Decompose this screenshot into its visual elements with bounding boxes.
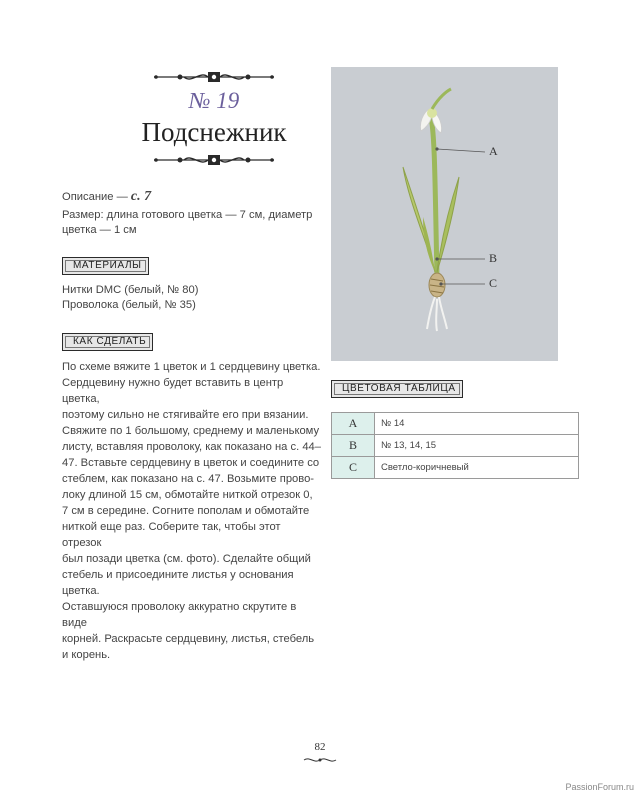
color-key: B xyxy=(332,435,375,457)
howto-line: локу длиной 15 см, обмотайте ниткой отрезок 0, xyxy=(62,489,313,501)
material-item: Проволока (белый, № 35) xyxy=(62,299,196,311)
howto-line: По схеме вяжите 1 цветок и 1 сердцевину цветка. xyxy=(62,361,321,373)
materials-tag: МАТЕРИАЛЫ xyxy=(62,257,149,275)
howto-line: ниткой еще раз. Соберите так, чтобы этот отрезок xyxy=(62,521,281,549)
howto-line: 7 см в середине. Согните пополам и обмотайте xyxy=(62,505,310,517)
callout-b: B xyxy=(489,251,498,265)
ornament-bottom-icon xyxy=(150,153,278,167)
callout-c: C xyxy=(489,276,498,290)
page-title: Подснежник xyxy=(141,117,287,147)
howto-line: корней. Раскрасьте сердцевину, листья, стебель xyxy=(62,633,315,645)
size-line-1: Размер: длина готового цветка — 7 см, диаметр xyxy=(62,209,313,221)
howto-line: Сердцевину нужно будет вставить в центр цветка, xyxy=(62,377,284,405)
howto-line: и корень. xyxy=(62,649,111,661)
table-row xyxy=(332,457,579,479)
color-value: № 14 xyxy=(375,413,579,435)
howto-line: стеблем, как показано на с. 47. Возьмите прово- xyxy=(62,473,315,485)
page-number: 82 xyxy=(314,741,326,753)
howto-tag: КАК СДЕЛАТЬ xyxy=(62,333,153,351)
pattern-number: № 19 xyxy=(188,88,240,113)
color-table xyxy=(331,412,579,479)
howto-line: Свяжите по 1 большому, среднему и маленькому xyxy=(62,425,320,437)
size-line-2: цветка — 1 см xyxy=(62,224,137,236)
watermark: PassionForum.ru xyxy=(565,782,634,792)
description-label: Описание — xyxy=(62,191,131,203)
ornament-top-icon xyxy=(150,70,278,84)
description-line xyxy=(62,189,151,205)
howto-line: поэтому сильно не стягивайте его при вязании. xyxy=(62,409,309,421)
howto-line: был позади цветка (см. фото). Сделайте общий xyxy=(62,553,311,565)
callout-a: A xyxy=(489,144,498,158)
table-row xyxy=(332,413,579,435)
color-value: Светло-коричневый xyxy=(375,457,579,479)
howto-line: листу, вставляя проволоку, как показано на с. 44– xyxy=(62,441,321,453)
description-page-ref: с. 7 xyxy=(130,189,152,204)
howto-line: Оставшуюся проволоку аккуратно скрутите в виде xyxy=(62,601,297,629)
color-key: C xyxy=(332,457,375,479)
color-table-tag: ЦВЕТОВАЯ ТАБЛИЦА xyxy=(331,380,463,398)
howto-line: 47. Вставьте сердцевину в цветок и соедините со xyxy=(62,457,320,469)
howto-line: стебель и присоедините листья у основания цветка. xyxy=(62,569,294,597)
material-item: Нитки DMC (белый, № 80) xyxy=(62,284,199,296)
snowdrop-photo xyxy=(331,67,558,361)
table-row xyxy=(332,435,579,457)
color-value: № 13, 14, 15 xyxy=(375,435,579,457)
page-ornament-icon xyxy=(300,756,340,764)
snowdrop-illustration xyxy=(331,67,558,361)
howto-text xyxy=(62,359,322,663)
color-key: A xyxy=(332,413,375,435)
